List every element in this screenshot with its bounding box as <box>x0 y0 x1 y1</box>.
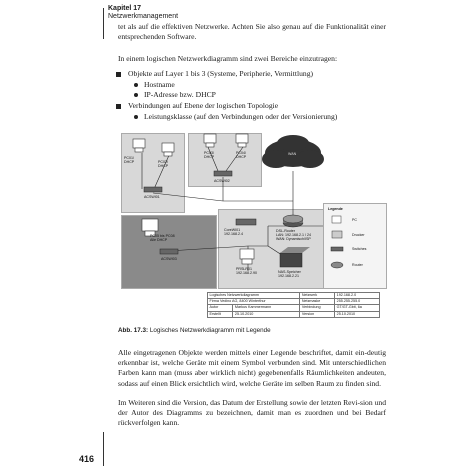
list-item-text: Verbindungen auf Ebene der logischen Topologie <box>128 101 279 110</box>
legend-title: Legende <box>328 207 343 211</box>
list-item <box>128 101 278 111</box>
caption-text: Logisches Netzwerkdiagramm mit Legende <box>149 327 271 334</box>
table-cell: 25.10.2010 <box>233 311 300 317</box>
table-cell: Autor <box>208 305 233 311</box>
list-item-text: IP-Adresse bzw. DHCP <box>144 90 216 99</box>
table-cell: Netzmaske <box>300 299 335 305</box>
table-cell: Logisches Netzwerkdiagramm <box>208 293 300 299</box>
diagram-info-table <box>207 292 380 318</box>
label-acswi01: ACSWI01 <box>144 195 160 199</box>
router-icon <box>283 215 303 227</box>
network-diagram <box>118 131 386 325</box>
label-acswi02: ACSWI02 <box>214 179 230 183</box>
table-row <box>208 311 380 317</box>
figure-caption <box>118 327 271 334</box>
table-cell: Firma Vedino AG, 8400 Winterthur <box>208 299 300 305</box>
label-pc01: PC01/ DHCP <box>124 156 135 165</box>
label-corewi: CoreWI01 192.168.2.4 <box>224 228 243 237</box>
square-bullet-icon <box>116 104 121 109</box>
circle-bullet-icon <box>134 115 138 119</box>
square-bullet-icon <box>116 72 121 77</box>
label-pc02: PC02/ DHCP <box>158 160 169 169</box>
legend-router: Router <box>352 263 363 267</box>
legend-switches: Switches <box>352 247 367 251</box>
circle-bullet-icon <box>134 83 138 87</box>
paragraph-1: tet als auf die effektiven Netzwerke. Achten Sie also genau auf die Funktionalität einer entsprechenden Software. <box>118 22 386 42</box>
section-title: Netzwerkmanagement <box>108 13 179 20</box>
list-item-text: Hostname <box>144 80 175 89</box>
page-number: 416 <box>79 454 95 464</box>
list-item-text: Objekte auf Layer 1 bis 3 (Systeme, Peripherie, Vermittlung) <box>128 69 314 78</box>
table-cell: Netzwerk <box>300 293 335 299</box>
chapter-label: Kapitel 17 <box>108 5 142 12</box>
paragraph-2: In einem logischen Netzwerkdiagramm sind zwei Bereiche einzutragen: <box>118 54 338 63</box>
label-nas: NAS-Speicher 192.168.2.21 <box>278 270 301 279</box>
footer-rule <box>103 432 104 466</box>
label-wan: WAN <box>288 152 297 156</box>
list-item <box>144 80 175 90</box>
label-dsl-router: DSL-Router LAN: 192.168.2.1 / 24 WAN: Dynamisch/ISP <box>276 229 311 242</box>
label-pc-dark: PC05 bis PC08 Alle DHCP <box>150 234 175 243</box>
label-acswi03: ACSWI03 <box>161 257 177 261</box>
legend-pc: PC <box>352 218 357 222</box>
list-item <box>128 69 313 79</box>
legend-icons <box>331 216 343 268</box>
label-pc03: PC03/ DHCP <box>204 151 215 160</box>
table-cell: Verbindung <box>300 305 335 311</box>
caption-number: Abb. 17.3: <box>118 327 149 334</box>
table-cell: 25.10.2010 <box>335 311 380 317</box>
paragraph-4: Im Weiteren sind die Version, das Datum der Erstellung sowie der letzten Revi-sion und der Autor des Diagramms zu bezeichnen, damit man es zuordnen und bei Bedarf rückverfolgen kann. <box>118 398 386 428</box>
table-cell: GT/GT-Gbit, 6a <box>335 305 380 311</box>
circle-bullet-icon <box>134 93 138 97</box>
table-cell: 192.168.2.0 <box>335 293 380 299</box>
table-cell: Version <box>300 311 335 317</box>
paragraph-3: Alle eingetragenen Objekte werden mittels einer Legende beschriftet, damit ein-deutig erkennbar ist, welche Geräte mit einem Symbol verbunden sind. Mit unterschiedlichen Farben kann man (muss aber wirklich nicht) gegebenenfalls Räumlichkeiten andeuten, sodass auf einen Blick ersichtlich wird, welche Geräte im selben Raum zu finden sind. <box>118 348 386 388</box>
list-item <box>144 112 337 122</box>
list-item <box>144 90 216 100</box>
list-item-text: Leistungsklasse (auf den Verbindungen oder der Versionierung) <box>144 112 338 121</box>
legend-drucker: Drucker <box>352 233 365 237</box>
table-cell: 255.255.255.0 <box>335 299 380 305</box>
header-rule <box>103 8 104 39</box>
label-prslr01: PRSLR01 192.168.2.90 <box>236 267 257 276</box>
nas-storage-icon <box>280 247 310 267</box>
label-pc04: PC04/ DHCP <box>236 151 247 160</box>
table-cell: Erstellt <box>208 311 233 317</box>
table-cell: Markus Kammermann <box>233 305 300 311</box>
